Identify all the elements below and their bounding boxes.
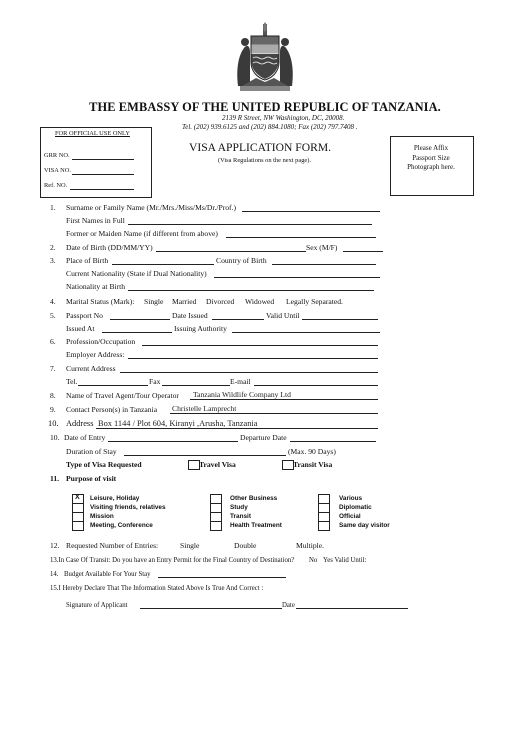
surname-label: Surname or Family Name (Mr./Mrs./Miss/Ms/Dr./Prof.) bbox=[66, 203, 237, 212]
surname-field[interactable] bbox=[242, 203, 380, 212]
address-label: Address bbox=[66, 419, 94, 428]
ref-no-field[interactable] bbox=[70, 181, 134, 190]
item-number-5: 5. bbox=[50, 311, 56, 320]
budget-field[interactable] bbox=[158, 569, 286, 578]
various-label: Various bbox=[339, 495, 363, 502]
email-field[interactable] bbox=[254, 377, 378, 386]
diplomatic-label: Diplomatic bbox=[339, 504, 372, 511]
contact-person-value: Christelle Lamprecht bbox=[172, 404, 237, 413]
visa-no-label: VISA NO. bbox=[44, 167, 71, 174]
duration-field[interactable] bbox=[124, 447, 286, 456]
health-label: Health Treatment bbox=[230, 522, 282, 529]
form-title: VISA APPLICATION FORM. bbox=[189, 141, 332, 154]
item-number-10: 10. bbox=[48, 419, 59, 428]
form-subtitle: (Visa Regulations on the next page). bbox=[218, 157, 311, 164]
item-number-2: 2. bbox=[50, 243, 56, 252]
item-number-3: 3. bbox=[50, 256, 56, 265]
place-birth-label: Place of Birth bbox=[66, 256, 109, 265]
transit-no-option[interactable]: No bbox=[309, 557, 318, 564]
entry-double-option[interactable]: Double bbox=[234, 541, 257, 550]
health-checkbox[interactable] bbox=[210, 521, 222, 531]
current-nationality-label: Current Nationality (State if Dual Nationality) bbox=[66, 269, 207, 278]
date-issued-field[interactable] bbox=[212, 311, 264, 320]
marital-married-option[interactable]: Married bbox=[172, 297, 197, 306]
current-nationality-field[interactable] bbox=[214, 269, 380, 278]
grr-no-label: GRR NO. bbox=[44, 152, 70, 159]
purpose-label: Purpose of visit bbox=[66, 474, 117, 483]
dob-field[interactable] bbox=[156, 243, 306, 252]
meeting-checkbox[interactable] bbox=[72, 521, 84, 531]
leisure-label: Leisure, Holiday bbox=[90, 495, 140, 502]
item-number-10b: 10. bbox=[50, 433, 60, 442]
current-address-label: Current Address bbox=[66, 364, 116, 373]
valid-until-field[interactable] bbox=[302, 311, 378, 320]
item-number-14: 14. bbox=[50, 571, 59, 578]
max-days-note: (Max. 90 Days) bbox=[288, 447, 336, 456]
declaration-text: 15.I Hereby Declare That The Information Stated Above Is True And Correct : bbox=[50, 585, 264, 592]
item-number-12: 12. bbox=[50, 541, 60, 550]
former-name-label: Former or Maiden Name (if different from above) bbox=[66, 229, 218, 238]
marital-label: Marital Status (Mark): bbox=[66, 297, 135, 306]
transit-visa-label: Transit Visa bbox=[293, 460, 333, 469]
entries-label: Requested Number of Entries: bbox=[66, 541, 159, 550]
tel-label: Tel. bbox=[66, 377, 78, 386]
profession-field[interactable] bbox=[142, 337, 378, 346]
passport-no-label: Passport No bbox=[66, 311, 103, 320]
first-names-label: First Names in Full bbox=[66, 216, 125, 225]
departure-date-label: Departure Date bbox=[240, 433, 287, 442]
budget-label: Budget Available For Your Stay bbox=[64, 571, 151, 578]
photo-box-line3: Photograph here. bbox=[407, 163, 455, 171]
item-number-8: 8. bbox=[50, 391, 56, 400]
sex-field[interactable] bbox=[343, 243, 383, 252]
date-entry-label: Date of Entry bbox=[64, 433, 106, 442]
coat-of-arms-emblem bbox=[232, 22, 298, 94]
official-label: Official bbox=[339, 513, 361, 520]
transit-label: Transit bbox=[230, 513, 251, 520]
issuing-authority-field[interactable] bbox=[232, 324, 380, 333]
marital-widowed-option[interactable]: Widowed bbox=[245, 297, 275, 306]
date-label: Date bbox=[282, 602, 295, 609]
signature-label: Signature of Applicant bbox=[66, 602, 128, 609]
employer-address-field[interactable] bbox=[128, 350, 378, 359]
sex-label: Sex (M/F) bbox=[306, 243, 338, 252]
entry-single-option[interactable]: Single bbox=[180, 541, 200, 550]
issued-at-field[interactable] bbox=[102, 324, 172, 333]
passport-no-field[interactable] bbox=[110, 311, 170, 320]
travel-agent-value: Tanzania Wildlife Company Ltd bbox=[193, 390, 291, 399]
marital-separated-option[interactable]: Legally Separated. bbox=[286, 297, 343, 306]
country-birth-field[interactable] bbox=[272, 256, 376, 265]
visa-no-field[interactable] bbox=[72, 166, 134, 175]
travel-agent-label: Name of Travel Agent/Tour Operator bbox=[66, 391, 179, 400]
departure-date-field[interactable] bbox=[290, 433, 376, 442]
ref-no-label: Ref. NO. bbox=[44, 182, 68, 189]
date-field[interactable] bbox=[296, 600, 408, 609]
current-address-field[interactable] bbox=[120, 364, 378, 373]
grr-no-field[interactable] bbox=[72, 151, 134, 160]
item-number-9: 9. bbox=[50, 405, 56, 414]
issued-at-label: Issued At bbox=[66, 324, 95, 333]
item-number-4: 4. bbox=[50, 297, 56, 306]
employer-address-label: Employer Address: bbox=[66, 350, 125, 359]
photo-box-line1: Please Affix bbox=[413, 144, 449, 152]
fax-label: Fax bbox=[149, 377, 161, 386]
transit-question: 13.In Case Of Transit: Do you have an Entry Permit for the Final Country of Destination? bbox=[50, 557, 295, 564]
visiting-label: Visiting friends, relatives bbox=[90, 504, 166, 511]
country-birth-label: Country of Birth bbox=[216, 256, 267, 265]
transit-yes-option[interactable]: Yes Valid Until: bbox=[323, 557, 367, 564]
item-number-6: 6. bbox=[50, 337, 56, 346]
dob-label: Date of Birth (DD/MM/YY) bbox=[66, 243, 153, 252]
place-birth-field[interactable] bbox=[112, 256, 214, 265]
former-name-field[interactable] bbox=[226, 229, 376, 238]
study-label: Study bbox=[230, 504, 248, 511]
duration-label: Duration of Stay bbox=[66, 447, 117, 456]
embassy-address: 2139 R Street, NW Washington, DC, 20008. bbox=[222, 114, 345, 122]
photo-box-line2: Passport Size bbox=[412, 154, 450, 162]
first-names-field[interactable] bbox=[128, 216, 372, 225]
same-day-label: Same day visitor bbox=[339, 522, 390, 529]
same-day-checkbox[interactable] bbox=[318, 521, 330, 531]
marital-divorced-option[interactable]: Divorced bbox=[206, 297, 235, 306]
official-use-heading: FOR OFFICIAL USE ONLY bbox=[55, 130, 130, 137]
business-label: Other Business bbox=[230, 495, 278, 502]
date-entry-field[interactable] bbox=[108, 433, 238, 442]
nationality-birth-field[interactable] bbox=[128, 282, 374, 291]
item-number-7: 7. bbox=[50, 364, 56, 373]
item-number-1: 1. bbox=[50, 203, 56, 212]
signature-field[interactable] bbox=[140, 600, 282, 609]
contact-person-label: Contact Person(s) in Tanzania bbox=[66, 405, 158, 414]
embassy-contact: Tel. (202) 939.6125 and (202) 884.1080; Fax (202) 797.7408 . bbox=[182, 123, 358, 131]
visa-type-label: Type of Visa Requested bbox=[66, 460, 142, 469]
marital-single-option[interactable]: Single bbox=[144, 297, 164, 306]
date-issued-label: Date Issued bbox=[172, 311, 208, 320]
embassy-title: THE EMBASSY OF THE UNITED REPUBLIC OF TANZANIA. bbox=[89, 100, 441, 114]
tel-field[interactable] bbox=[78, 377, 148, 386]
nationality-birth-label: Nationality at Birth bbox=[66, 282, 126, 291]
item-number-11: 11. bbox=[50, 474, 60, 483]
fax-field[interactable] bbox=[162, 377, 230, 386]
mission-label: Mission bbox=[90, 513, 114, 520]
entry-multiple-option[interactable]: Multiple. bbox=[296, 541, 325, 550]
meeting-label: Meeting, Conference bbox=[90, 522, 153, 529]
leisure-mark: X bbox=[75, 494, 80, 501]
email-label: E-mail bbox=[230, 377, 251, 386]
profession-label: Profession/Occupation bbox=[66, 337, 136, 346]
address-value: Box 1144 / Plot 604, Kiranyi ,Arusha, Tanzania bbox=[98, 419, 258, 428]
issuing-authority-label: Issuing Authority bbox=[174, 324, 227, 333]
valid-until-label: Valid Until bbox=[266, 311, 300, 320]
travel-visa-label: Travel Visa bbox=[199, 460, 236, 469]
